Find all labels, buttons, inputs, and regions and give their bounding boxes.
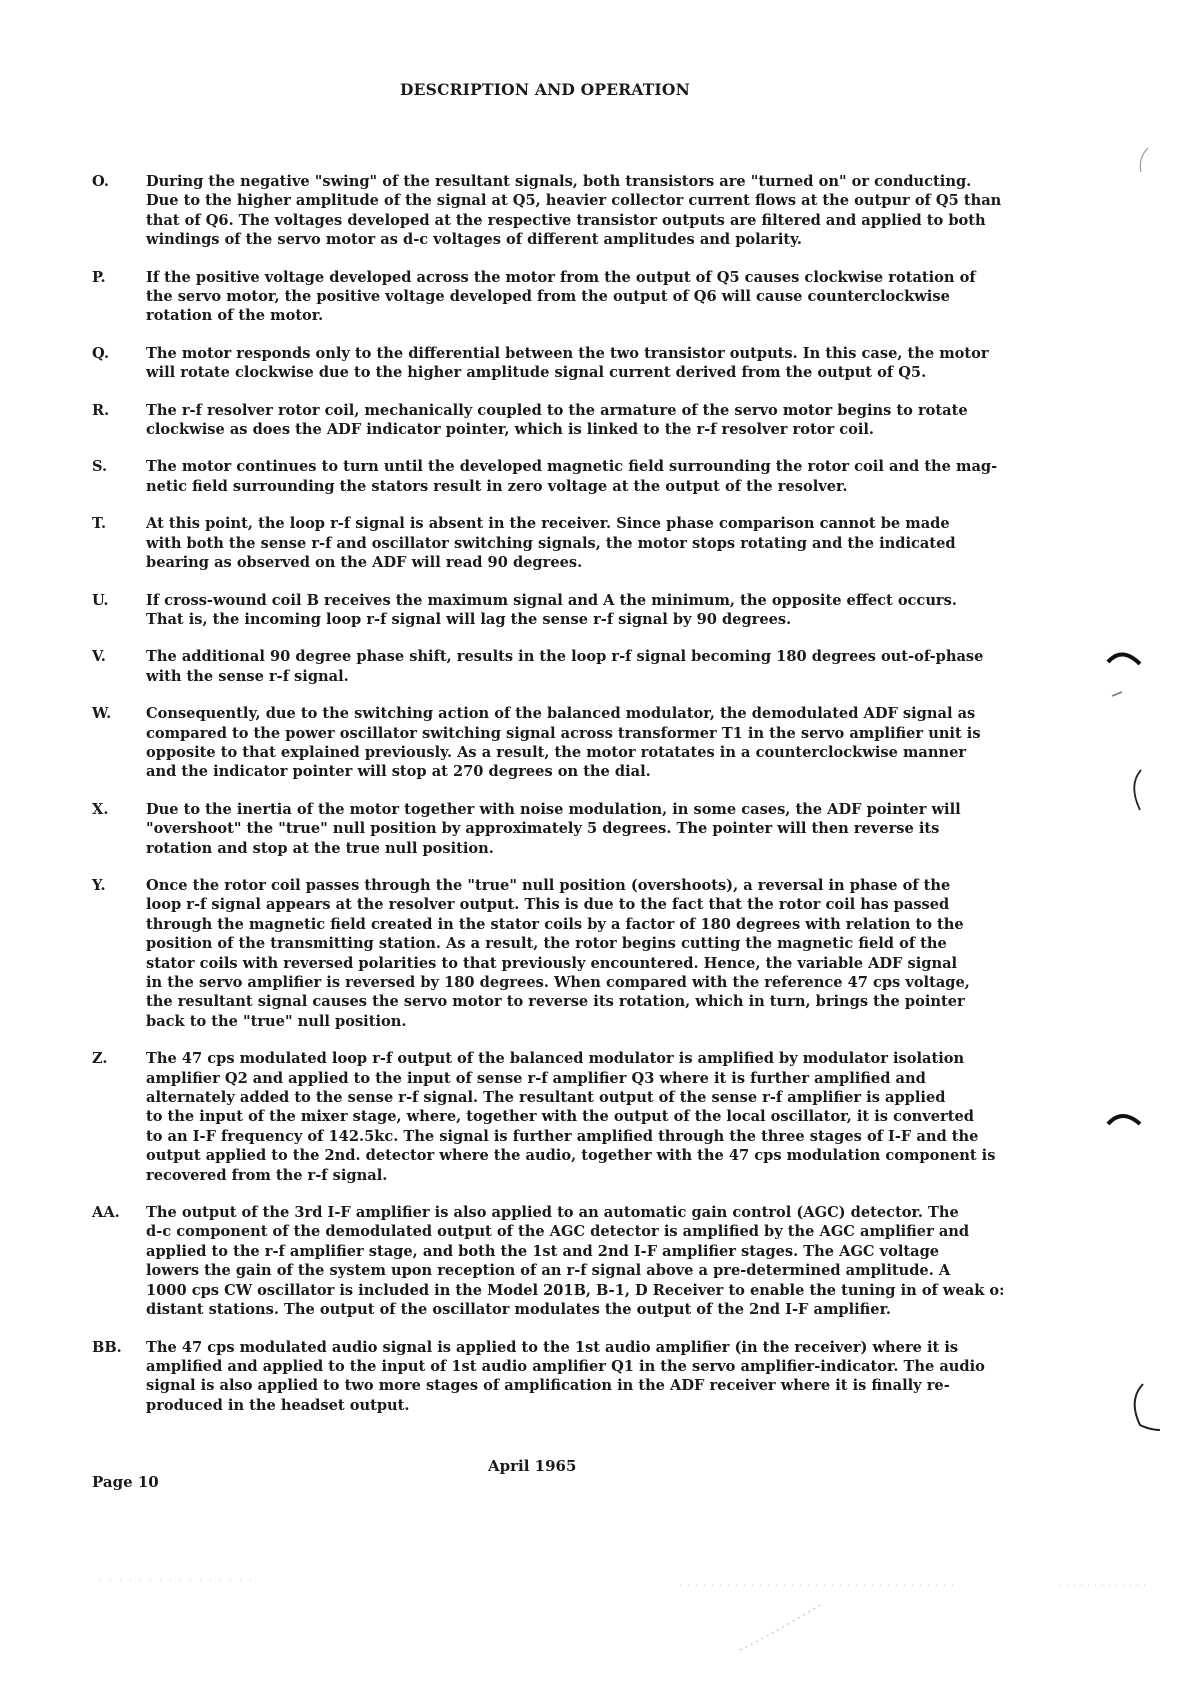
paragraph-text xyxy=(146,704,1032,782)
text-line: At this point, the loop r-f signal is absent in the receiver. Since phase comparison cannot be made xyxy=(146,515,950,533)
text-line: position of the transmitting station. As a result, the rotor begins cutting the magnetic field of the xyxy=(146,935,947,953)
text-line: output applied to the 2nd. detector where the audio, together with the 47 cps modulation component is xyxy=(146,1147,996,1165)
text-line: Due to the inertia of the motor together with noise modulation, in some cases, the ADF pointer will xyxy=(146,800,961,818)
paragraph-text xyxy=(146,1049,1032,1185)
paragraph-item xyxy=(92,344,1032,383)
text-line: will rotate clockwise due to the higher amplitude signal current derived from the output of Q5. xyxy=(146,364,927,382)
paragraph-item xyxy=(92,514,1032,572)
text-line: The motor responds only to the differential between the two transistor outputs. In this case, the motor xyxy=(146,344,989,362)
paragraph-item xyxy=(92,800,1032,858)
paragraph-label: W. xyxy=(92,705,112,723)
paragraph-label: V. xyxy=(92,648,106,666)
text-line: to the input of the mixer stage, where, together with the output of the local oscillator, it is converted xyxy=(146,1108,974,1126)
text-line: That is, the incoming loop r-f signal will lag the sense r-f signal by 90 degrees. xyxy=(146,610,792,628)
text-line: The 47 cps modulated audio signal is applied to the 1st audio amplifier (in the receiver) where it is xyxy=(146,1338,959,1356)
paragraph-label: AA. xyxy=(92,1204,120,1222)
paragraph-label: P. xyxy=(92,268,106,286)
paragraph-text xyxy=(146,647,1032,686)
paragraph-label: O. xyxy=(92,173,109,190)
text-line: opposite to that explained previously. As a result, the motor rotatates in a counterclockwise manner xyxy=(146,743,967,761)
text-line: The motor continues to turn until the developed magnetic field surrounding the rotor coil and the mag- xyxy=(146,458,998,476)
paragraph-text xyxy=(146,1338,1032,1416)
paragraph-item xyxy=(92,591,1032,630)
paragraph-label: Q. xyxy=(92,344,110,362)
paragraph-text xyxy=(146,457,1032,496)
text-line: the resultant signal causes the servo motor to reverse its rotation, which in turn, brings the pointer xyxy=(146,993,965,1011)
text-line: Consequently, due to the switching action of the balanced modulator, the demodulated ADF signal as xyxy=(146,705,976,723)
paragraph-text xyxy=(146,514,1032,572)
text-line: rotation and stop at the true null position. xyxy=(146,839,494,857)
text-line: signal is also applied to two more stages of amplification in the ADF receiver where it is finally re- xyxy=(146,1377,950,1395)
text-line: "overshoot" the "true" null position by approximately 5 degrees. The pointer will then reverse its xyxy=(146,820,940,838)
paragraph-text xyxy=(146,1203,1032,1319)
paragraph-label: R. xyxy=(92,401,110,419)
paragraph-item xyxy=(92,1203,1032,1319)
text-line: distant stations. The output of the oscillator modulates the output of the 2nd I-F amplifier. xyxy=(146,1301,892,1319)
text-line: 1000 cps CW oscillator is included in the Model 201B, B-1, D Receiver to enable the tuning in of weak o: xyxy=(146,1281,1005,1299)
paragraph-item xyxy=(92,268,1032,326)
text-line: back to the "true" null position. xyxy=(146,1012,407,1030)
text-line: If the positive voltage developed across the motor from the output of Q5 causes clockwise rotation of xyxy=(146,268,976,286)
paragraph-text xyxy=(146,876,1032,1031)
paragraph-label: Y. xyxy=(92,876,106,894)
text-line: The output of the 3rd I-F amplifier is also applied to an automatic gain control (AGC) detector. The xyxy=(146,1204,959,1222)
text-line: The r-f resolver rotor coil, mechanically coupled to the armature of the servo motor begins to rotate xyxy=(146,401,968,419)
paragraph-text xyxy=(146,344,1032,383)
paragraph-label: X. xyxy=(92,800,109,818)
paragraph-text xyxy=(146,800,1032,858)
paragraph-text xyxy=(146,401,1032,440)
text-line: clockwise as does the ADF indicator pointer, which is linked to the r-f resolver rotor coil. xyxy=(146,421,875,439)
text-line: If cross-wound coil B receives the maximum signal and A the minimum, the opposite effect occurs. xyxy=(146,591,957,609)
text-line: The additional 90 degree phase shift, results in the loop r-f signal becoming 180 degrees out-of-phase xyxy=(146,648,984,666)
page-header: DESCRIPTION AND OPERATION xyxy=(400,80,690,99)
paragraph-label: T. xyxy=(92,515,107,533)
text-line: produced in the headset output. xyxy=(146,1396,410,1414)
text-line: lowers the gain of the system upon reception of an r-f signal above a pre-determined amplitude. A xyxy=(146,1262,951,1280)
paragraph-label: Z. xyxy=(92,1050,108,1068)
text-line: compared to the power oscillator switching signal across transformer T1 in the servo amplifier unit is xyxy=(146,724,981,742)
paragraph-item xyxy=(92,1338,1032,1416)
paragraph-label: BB. xyxy=(92,1338,122,1356)
text-line: d-c component of the demodulated output of the AGC detector is amplified by the AGC amplifier and xyxy=(146,1223,970,1241)
paragraph-item xyxy=(92,876,1032,1031)
text-line: Due to the higher amplitude of the signal at Q5, heavier collector current flows at the outpur of Q5 than xyxy=(146,192,1002,210)
text-line: that of Q6. The voltages developed at the respective transistor outputs are filtered and applied to both xyxy=(146,211,986,229)
paragraph-text xyxy=(146,268,1032,326)
text-line: amplified and applied to the input of 1st audio amplifier Q1 in the servo amplifier-indicator. The audio xyxy=(146,1357,985,1375)
text-line: During the negative "swing" of the resultant signals, both transistors are "turned on" or conducting. xyxy=(146,173,972,190)
text-line: with both the sense r-f and oscillator switching signals, the motor stops rotating and the indicated xyxy=(146,534,956,552)
paragraph-item xyxy=(92,704,1032,782)
paragraph-text xyxy=(146,172,1032,250)
text-line: alternately added to the sense r-f signal. The resultant output of the sense r-f amplifier is applied xyxy=(146,1089,946,1107)
publication-date: April 1965 xyxy=(488,1457,577,1475)
text-line: through the magnetic field created in the stator coils by a factor of 180 degrees with relation to the xyxy=(146,915,964,933)
paragraph-item xyxy=(92,647,1032,686)
paragraph-label: S. xyxy=(92,458,108,476)
paragraph-label: U. xyxy=(92,591,109,609)
paragraph-list xyxy=(92,172,1032,1433)
paragraph-text xyxy=(146,591,1032,630)
text-line: and the indicator pointer will stop at 270 degrees on the dial. xyxy=(146,763,651,781)
paragraph-item xyxy=(92,401,1032,440)
text-line: in the servo amplifier is reversed by 180 degrees. When compared with the reference 47 cps voltage, xyxy=(146,974,970,991)
text-line: bearing as observed on the ADF will read 90 degrees. xyxy=(146,554,583,572)
text-line: with the sense r-f signal. xyxy=(146,667,349,685)
text-line: netic field surrounding the stators result in zero voltage at the output of the resolver. xyxy=(146,477,848,495)
text-line: the servo motor, the positive voltage developed from the output of Q6 will cause counterclockwise xyxy=(146,288,950,306)
page-number: Page 10 xyxy=(92,1473,159,1491)
paragraph-item xyxy=(92,457,1032,496)
text-line: amplifier Q2 and applied to the input of sense r-f amplifier Q3 where it is further amplified and xyxy=(146,1069,926,1087)
text-line: loop r-f signal appears at the resolver output. This is due to the fact that the rotor coil has passed xyxy=(146,896,950,914)
text-line: Once the rotor coil passes through the "true" null position (overshoots), a reversal in phase of the xyxy=(146,876,951,894)
text-line: applied to the r-f amplifier stage, and both the 1st and 2nd I-F amplifier stages. The AGC voltage xyxy=(146,1242,940,1260)
text-line: to an I-F frequency of 142.5kc. The signal is further amplified through the three stages of I-F and the xyxy=(146,1127,979,1145)
paragraph-item xyxy=(92,1049,1032,1185)
text-line: The 47 cps modulated loop r-f output of the balanced modulator is amplified by modulator isolation xyxy=(146,1050,965,1068)
paragraph-item xyxy=(92,172,1032,250)
text-line: recovered from the r-f signal. xyxy=(146,1166,388,1184)
text-line: rotation of the motor. xyxy=(146,307,324,325)
text-line: windings of the servo motor as d-c voltages of different amplitudes and polarity. xyxy=(146,231,802,249)
text-line: stator coils with reversed polarities to that previously encountered. Hence, the variable ADF signal xyxy=(146,954,958,972)
